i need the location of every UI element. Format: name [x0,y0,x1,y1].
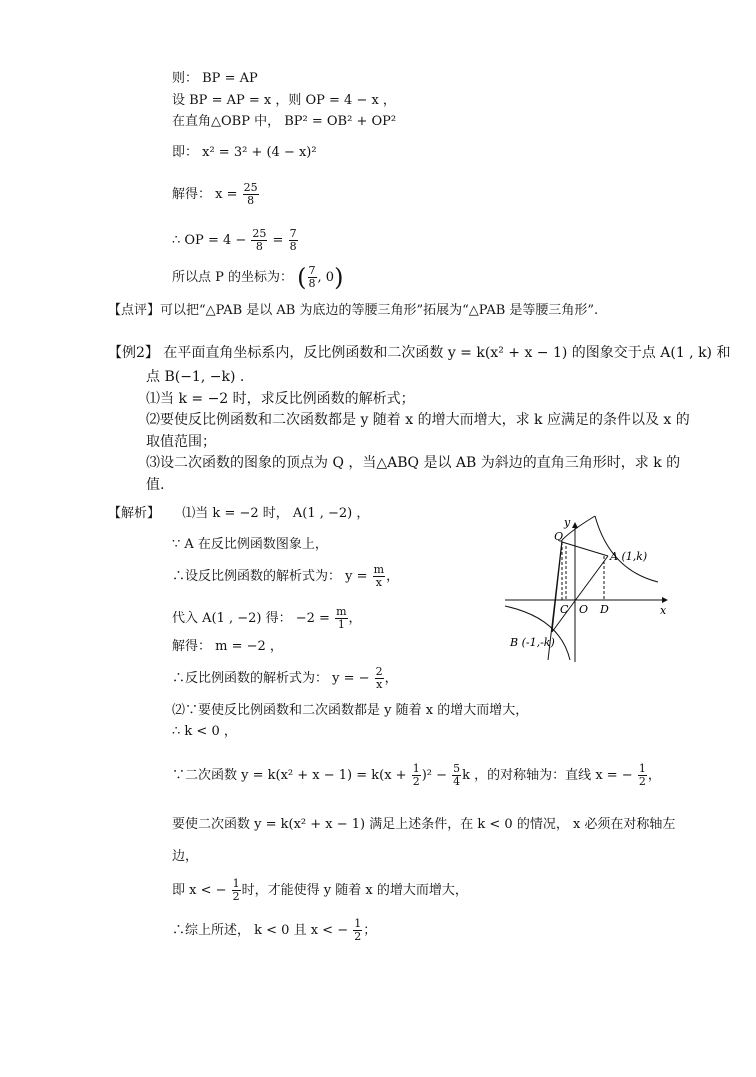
sol-line-4 [172,144,317,162]
numerator: 25 [252,227,267,240]
analysis-line-9 [172,763,661,788]
text: 所以点 P 的坐标为： [172,270,294,285]
example2-line-2 [146,368,244,386]
analysis-line-12 [172,878,468,903]
label-O: O [579,603,589,616]
sol-line-7 [172,265,343,290]
analysis-line-1 [108,505,369,523]
sol-line-6 [172,228,299,253]
analysis-line-4 [172,606,362,631]
denominator: 2 [232,890,240,903]
example2-line-1 [108,344,730,362]
text: ， [384,671,398,686]
denominator: 8 [255,240,263,253]
text: ∴ k < 0 ， [172,724,237,739]
numerator: m [336,605,347,618]
text: = [272,233,284,248]
fraction [289,228,298,253]
example2-line-7 [146,476,164,494]
sol-line-2 [172,92,396,110]
analysis-line-2 [172,536,328,554]
denominator: 8 [308,277,316,290]
analysis-line-10 [172,816,675,834]
example2-line-5 [146,433,216,451]
fraction [353,918,362,943]
label-y: y [564,516,571,529]
numerator: 7 [308,264,316,277]
right-paren: ) [334,263,344,292]
text: 在平面直角坐标系内，反比例函数和二次函数 y = k(x² + x − 1) 的图象交于点 A(1 , k) 和 [163,345,731,361]
text: )² − [421,768,448,783]
analysis-line-13 [172,918,376,943]
fraction [452,763,461,788]
text: 即 x < − [172,883,227,898]
fraction [638,763,647,788]
segment-AB [552,556,608,632]
analysis-line-3 [172,564,399,589]
text: k ，的对称轴为：直线 x = − [462,768,633,783]
comment [108,302,598,320]
label-D: D [600,603,609,616]
text: ⑵要使反比例函数和二次函数都是 y 随着 x 的增大而增大，求 k 应满足的条件以及 x 的 [146,412,690,428]
numerator: 1 [638,762,646,775]
text: ， [647,768,661,783]
numerator: 2 [375,665,383,678]
analysis-line-7 [172,702,528,720]
text: ， [348,611,362,626]
label-A: A (1,k) [610,550,648,563]
denominator: x [376,678,383,691]
segment-QB [552,542,562,632]
text: 解得： m = −2 ， [172,639,283,654]
fraction [251,228,267,253]
denominator: 8 [247,194,255,207]
text: ⑵∵要使反比例函数和二次函数都是 y 随着 x 的增大而增大， [172,703,529,718]
fraction [375,666,384,691]
text: ⑴当 k = −2 时， A(1 , −2) ， [182,506,370,521]
denominator: 2 [638,775,646,788]
analysis-line-11 [172,848,198,866]
text: 即： x² = 3² + (4 − x)² [172,145,317,160]
analysis-line-6 [172,666,398,691]
text: ∵二次函数 y = k(x² + x − 1) = k(x + [172,768,407,783]
text: ∴综上所述， k < 0 且 x < − [172,923,349,938]
denominator: 2 [354,930,362,943]
text: , 0 [317,270,335,285]
label-C: C [560,603,569,616]
denominator: 4 [453,775,461,788]
text: ∵ A 在反比例函数图象上， [172,537,328,552]
text: ； [363,923,377,938]
function-graph [500,510,670,670]
numerator: 25 [243,181,258,194]
fraction [243,182,259,207]
text: ∴ OP = 4 − [172,233,247,248]
label-x: x [660,604,667,617]
text: ， [386,569,400,584]
denominator: 2 [412,775,420,788]
text: 解得： x = [172,187,238,202]
example2-line-6 [146,454,680,472]
denominator: x [375,576,382,589]
text: 则： BP = AP [172,71,258,86]
analysis-line-5 [172,638,283,656]
text: 点 B(−1, −k) . [146,369,245,385]
text: 代入 A(1 , −2) 得： −2 = [172,611,330,626]
fraction [373,564,385,589]
numerator: m [373,563,385,576]
denominator: 8 [289,240,297,253]
label-B: B (-1,-k) [510,636,555,649]
numerator: 1 [354,917,362,930]
example-label: 【例2】 [108,345,159,361]
analysis-line-8 [172,723,237,741]
sol-line-1 [172,70,258,88]
fraction [335,606,347,631]
sol-line-3 [172,113,396,131]
numerator: 5 [453,762,461,775]
denominator: 1 [337,618,345,631]
x-axis-arrow [662,597,668,603]
text: ∴设反比例函数的解析式为： y = [172,569,368,584]
numerator: 7 [289,227,297,240]
fraction [232,878,241,903]
fraction [412,763,421,788]
segment-QA [562,542,608,556]
text: 要使二次函数 y = k(x² + x − 1) 满足上述条件，在 k < 0 的情况， x 必须在对称轴左 [172,817,676,832]
label-Q: Q [554,530,564,543]
numerator: 1 [232,877,240,890]
text: ∴反比例函数的解析式为： y = − [172,671,370,686]
text: 设 BP = AP = x ，则 OP = 4 − x ， [172,93,396,108]
fraction [308,265,317,290]
text: 取值范围； [146,434,216,450]
left-paren: ( [297,263,307,292]
text: ⑴当 k = −2 时，求反比例函数的解析式； [146,391,415,407]
numerator: 1 [412,762,420,775]
text: 时，才能使得 y 随着 x 的增大而增大， [241,883,468,898]
example2-line-3 [146,390,415,408]
sol-line-5 [172,182,260,207]
comment-label: 【点评】 [108,303,161,318]
comment-text: 可以把“△PAB 是以 AB 为底边的等腰三角形”拓展为“△PAB 是等腰三角形”. [160,303,599,318]
text: 边， [172,849,199,864]
example2-line-4 [146,411,690,429]
text: 在直角△OBP 中， BP² = OB² + OP² [172,114,397,129]
analysis-label: 【解析】 [108,506,161,521]
text: 值. [146,477,165,493]
text: ⑶设二次函数的图象的顶点为 Q ，当△ABQ 是以 AB 为斜边的直角三角形时，求 k 的 [146,455,681,471]
